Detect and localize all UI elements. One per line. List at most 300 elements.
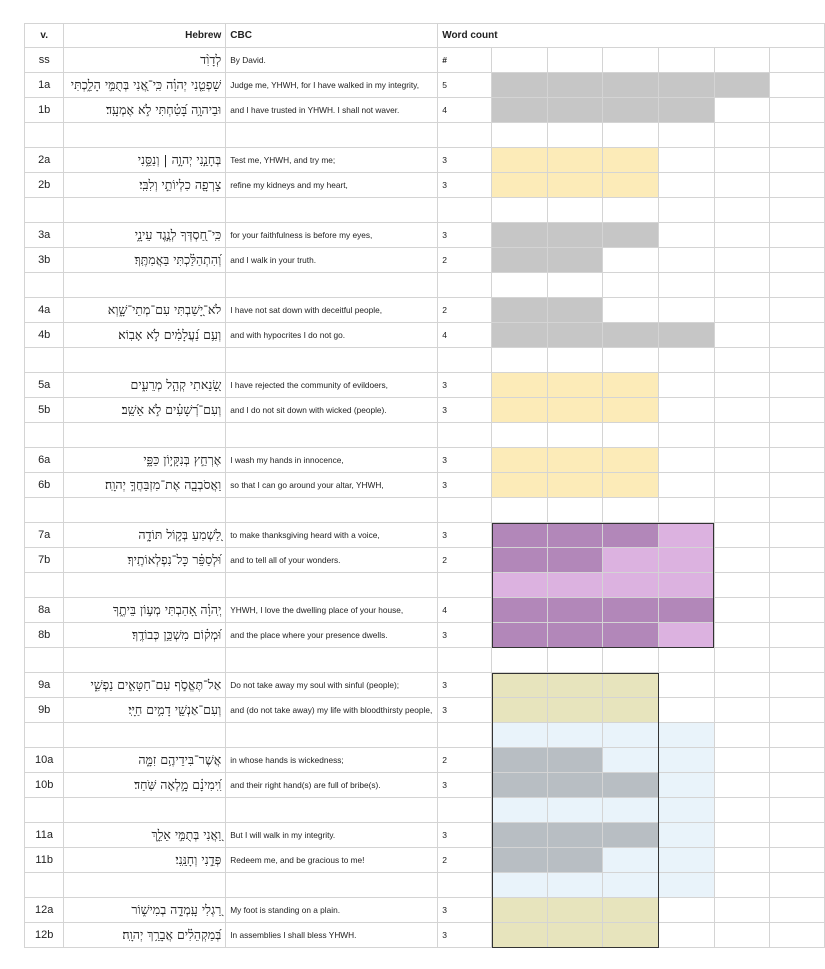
word-count-cell — [547, 398, 603, 423]
word-count-cell — [603, 98, 659, 123]
cbc-translation: to make thanksgiving heard with a voice, — [226, 523, 438, 548]
spacer-cell — [438, 348, 492, 373]
word-count-value: 2 — [438, 748, 492, 773]
word-count-cell — [659, 873, 715, 898]
word-count-cell — [492, 923, 548, 948]
verse-label: 11a — [25, 823, 64, 848]
spacer-cell — [226, 648, 438, 673]
spacer-cell — [438, 723, 492, 748]
word-count-cell — [659, 898, 715, 923]
word-count-cell — [770, 798, 825, 823]
cbc-translation: Redeem me, and be gracious to me! — [226, 848, 438, 873]
verse-label: 4b — [25, 323, 64, 348]
word-count-cell — [714, 648, 770, 673]
cbc-translation: Judge me, YHWH, for I have walked in my integrity, — [226, 73, 438, 98]
word-count-cell — [492, 598, 548, 623]
word-count-cell — [770, 623, 825, 648]
word-count-cell — [659, 198, 715, 223]
word-count-cell — [770, 273, 825, 298]
word-count-cell — [659, 398, 715, 423]
word-count-cell — [770, 648, 825, 673]
spacer-cell — [226, 723, 438, 748]
word-count-cell — [714, 498, 770, 523]
word-count-cell — [714, 223, 770, 248]
word-count-cell — [547, 473, 603, 498]
word-count-cell — [547, 423, 603, 448]
hebrew-text: בְּ֝מַקְהֵלִ֗ים אֲבָרֵ֥ךְ יְהוָֽה׃ — [64, 923, 226, 948]
verse-row — [25, 448, 825, 473]
cbc-translation: for your faithfulness is before my eyes, — [226, 223, 438, 248]
word-count-value: 3 — [438, 773, 492, 798]
word-count-cell — [659, 848, 715, 873]
verse-row — [25, 98, 825, 123]
hebrew-text: וִֽ֝ימִינָ֗ם מָ֣לְאָה שֹּֽׁחַד׃ — [64, 773, 226, 798]
header-cbc: CBC — [226, 24, 438, 48]
word-count-cell — [492, 73, 548, 98]
spacer-cell — [25, 648, 64, 673]
spacer-row — [25, 798, 825, 823]
spacer-row — [25, 573, 825, 598]
verse-row — [25, 323, 825, 348]
word-count-cell — [603, 523, 659, 548]
word-count-cell — [714, 848, 770, 873]
spacer-cell — [25, 498, 64, 523]
spacer-cell — [25, 573, 64, 598]
verse-label: 1b — [25, 98, 64, 123]
word-count-cell — [659, 923, 715, 948]
spacer-cell — [438, 423, 492, 448]
word-count-cell — [603, 648, 659, 673]
word-count-cell — [492, 873, 548, 898]
hebrew-text: רַ֭גְלִי עָֽמְדָ֣ה בְמִישׁ֑וֹר — [64, 898, 226, 923]
word-count-cell — [547, 773, 603, 798]
word-count-cell — [770, 548, 825, 573]
word-count-cell — [714, 523, 770, 548]
word-count-cell — [659, 223, 715, 248]
verse-row — [25, 73, 825, 98]
word-count-cell — [770, 673, 825, 698]
spacer-cell — [64, 123, 226, 148]
verse-label: 3a — [25, 223, 64, 248]
word-count-value: 2 — [438, 298, 492, 323]
word-count-cell — [714, 548, 770, 573]
cbc-translation: refine my kidneys and my heart, — [226, 173, 438, 198]
spacer-cell — [438, 123, 492, 148]
word-count-cell — [603, 248, 659, 273]
spacer-cell — [64, 573, 226, 598]
spacer-cell — [64, 423, 226, 448]
cbc-translation: and (do not take away) my life with bloodthirsty people, — [226, 698, 438, 723]
verse-label: 9b — [25, 698, 64, 723]
word-count-value: 3 — [438, 523, 492, 548]
word-count-value: 4 — [438, 598, 492, 623]
spacer-cell — [226, 123, 438, 148]
verse-label: 12a — [25, 898, 64, 923]
cbc-translation: I have rejected the community of evildoers, — [226, 373, 438, 398]
word-count-cell — [659, 573, 715, 598]
word-count-cell — [547, 98, 603, 123]
word-count-cell — [492, 373, 548, 398]
verse-label: 4a — [25, 298, 64, 323]
verse-row — [25, 248, 825, 273]
word-count-cell — [547, 798, 603, 823]
spacer-cell — [438, 798, 492, 823]
word-count-cell — [659, 323, 715, 348]
cbc-translation: YHWH, I love the dwelling place of your house, — [226, 598, 438, 623]
verse-row — [25, 673, 825, 698]
hebrew-text: וּבַיהוָ֥ה בָּ֝טַ֗חְתִּי לֹ֣א אֶמְעָֽד׃ — [64, 98, 226, 123]
word-count-cell — [659, 123, 715, 148]
spacer-cell — [438, 273, 492, 298]
word-count-cell — [547, 598, 603, 623]
verse-row — [25, 473, 825, 498]
word-count-cell — [659, 523, 715, 548]
word-count-cell — [492, 648, 548, 673]
word-count-cell — [603, 573, 659, 598]
word-count-cell — [547, 698, 603, 723]
cbc-translation: in whose hands is wickedness; — [226, 748, 438, 773]
verse-label: ss — [25, 48, 64, 73]
word-count-cell — [547, 148, 603, 173]
word-count-cell — [547, 748, 603, 773]
word-count-cell — [770, 573, 825, 598]
word-count-cell — [770, 73, 825, 98]
word-count-cell — [770, 373, 825, 398]
verse-label: 9a — [25, 673, 64, 698]
word-count-cell — [603, 748, 659, 773]
word-count-cell — [770, 898, 825, 923]
spacer-row — [25, 648, 825, 673]
word-count-value: 3 — [438, 623, 492, 648]
hebrew-text: וְעִ֥ם נַ֝עֲלָמִ֗ים לֹ֣א אָבֽוֹא׃ — [64, 323, 226, 348]
spacer-cell — [64, 198, 226, 223]
word-count-cell — [603, 448, 659, 473]
word-count-value: 4 — [438, 98, 492, 123]
spacer-cell — [226, 273, 438, 298]
word-count-cell — [770, 398, 825, 423]
word-count-cell — [492, 673, 548, 698]
verse-row — [25, 848, 825, 873]
word-count-cell — [770, 473, 825, 498]
verse-row — [25, 373, 825, 398]
word-count-cell — [547, 48, 603, 73]
word-count-cell — [714, 98, 770, 123]
cbc-translation: and I walk in your truth. — [226, 248, 438, 273]
word-count-cell — [714, 573, 770, 598]
word-count-cell — [547, 248, 603, 273]
header-word-count: Word count — [438, 24, 825, 48]
word-count-cell — [714, 923, 770, 948]
spacer-cell — [438, 198, 492, 223]
verse-label: 8a — [25, 598, 64, 623]
spacer-row — [25, 873, 825, 898]
word-count-value: 2 — [438, 548, 492, 573]
word-count-cell — [659, 798, 715, 823]
word-count-cell — [547, 448, 603, 473]
word-count-cell — [492, 573, 548, 598]
spacer-cell — [25, 123, 64, 148]
word-count-cell — [547, 198, 603, 223]
word-count-cell — [659, 498, 715, 523]
spacer-cell — [226, 498, 438, 523]
cbc-translation: and I have trusted in YHWH. I shall not waver. — [226, 98, 438, 123]
word-count-cell — [714, 148, 770, 173]
spacer-cell — [226, 873, 438, 898]
word-count-cell — [603, 123, 659, 148]
word-count-cell — [603, 173, 659, 198]
word-count-cell — [659, 673, 715, 698]
cbc-translation: But I will walk in my integrity. — [226, 823, 438, 848]
verse-label: 7b — [25, 548, 64, 573]
word-count-cell — [714, 323, 770, 348]
word-count-cell — [770, 923, 825, 948]
hebrew-text: וְ֝הִתְהַלַּ֗כְתִּי בַּאֲמִתֶּֽךָ׃ — [64, 248, 226, 273]
word-count-cell — [659, 723, 715, 748]
word-count-cell — [770, 323, 825, 348]
word-count-cell — [603, 673, 659, 698]
word-count-cell — [603, 848, 659, 873]
spacer-cell — [64, 723, 226, 748]
word-count-cell — [770, 123, 825, 148]
word-count-cell — [770, 48, 825, 73]
word-count-cell — [547, 123, 603, 148]
word-count-cell — [770, 698, 825, 723]
spacer-cell — [25, 348, 64, 373]
word-count-value: 3 — [438, 898, 492, 923]
word-count-value: 3 — [438, 373, 492, 398]
spacer-cell — [64, 648, 226, 673]
cbc-translation: and their right hand(s) are full of bribe(s). — [226, 773, 438, 798]
spacer-row — [25, 273, 825, 298]
word-count-cell — [547, 173, 603, 198]
word-count-cell — [770, 223, 825, 248]
spacer-row — [25, 123, 825, 148]
word-count-cell — [547, 923, 603, 948]
word-count-value: 3 — [438, 923, 492, 948]
word-count-cell — [547, 873, 603, 898]
hebrew-text: שָׂ֭נֵאתִי קְהַ֣ל מְרֵעִ֑ים — [64, 373, 226, 398]
cbc-translation: Do not take away my soul with sinful (people); — [226, 673, 438, 698]
word-count-cell — [714, 248, 770, 273]
word-count-cell — [659, 748, 715, 773]
word-count-value: 3 — [438, 398, 492, 423]
word-count-cell — [603, 723, 659, 748]
word-count-cell — [492, 898, 548, 923]
word-count-cell — [770, 148, 825, 173]
verse-label: 5a — [25, 373, 64, 398]
word-count-cell — [547, 73, 603, 98]
word-count-cell — [714, 348, 770, 373]
hebrew-text: וַאֲסֹבְבָ֖ה אֶת־מִזְבַּחֲךָ֣ יְהוָֽה׃ — [64, 473, 226, 498]
word-count-cell — [603, 73, 659, 98]
word-count-value: 3 — [438, 823, 492, 848]
word-count-cell — [714, 798, 770, 823]
word-count-value: 3 — [438, 173, 492, 198]
word-count-cell — [492, 223, 548, 248]
word-count-cell — [492, 748, 548, 773]
spacer-cell — [25, 723, 64, 748]
verse-row — [25, 748, 825, 773]
header-verse: v. — [25, 24, 64, 48]
word-count-cell — [547, 673, 603, 698]
cbc-translation: and with hypocrites I do not go. — [226, 323, 438, 348]
cbc-translation: and the place where your presence dwells. — [226, 623, 438, 648]
word-count-cell — [492, 498, 548, 523]
verse-label: 6a — [25, 448, 64, 473]
word-count-cell — [659, 598, 715, 623]
word-count-cell — [659, 48, 715, 73]
word-count-cell — [547, 523, 603, 548]
word-count-cell — [659, 348, 715, 373]
verse-row — [25, 298, 825, 323]
hebrew-text: וַ֭אֲנִי בְּתֻמִּ֣י אֵלֵ֑ךְ — [64, 823, 226, 848]
word-count-cell — [603, 398, 659, 423]
word-count-cell — [603, 598, 659, 623]
word-count-value: # — [438, 48, 492, 73]
spacer-cell — [64, 873, 226, 898]
word-count-cell — [603, 873, 659, 898]
word-count-cell — [714, 748, 770, 773]
word-count-cell — [659, 473, 715, 498]
verse-label: 8b — [25, 623, 64, 648]
word-count-cell — [603, 798, 659, 823]
word-count-value: 3 — [438, 223, 492, 248]
word-count-value: 3 — [438, 148, 492, 173]
word-count-cell — [492, 473, 548, 498]
word-count-cell — [770, 98, 825, 123]
word-count-cell — [659, 448, 715, 473]
word-count-cell — [603, 323, 659, 348]
hebrew-text: וּ֝לְסַפֵּ֗ר כָּל־נִפְלְאוֹתֶֽיךָ׃ — [64, 548, 226, 573]
word-count-cell — [547, 823, 603, 848]
hebrew-text: צָרְפָ֖ה כִלְיוֹתַ֣י וְלִבִּֽי׃ — [64, 173, 226, 198]
spacer-cell — [226, 573, 438, 598]
spacer-row — [25, 348, 825, 373]
spacer-cell — [64, 498, 226, 523]
word-count-cell — [770, 423, 825, 448]
word-count-cell — [714, 873, 770, 898]
word-count-cell — [603, 773, 659, 798]
spacer-row — [25, 723, 825, 748]
hebrew-text: וְעִם־רְ֝שָׁעִ֗ים לֹ֣א אֵשֵֽׁב׃ — [64, 398, 226, 423]
word-count-cell — [714, 298, 770, 323]
word-count-cell — [492, 48, 548, 73]
word-count-cell — [659, 248, 715, 273]
hebrew-text: שָׁפְטֵ֤נִי יְהוָ֗ה כִּֽי־אֲ֭נִי בְּתֻמִּ֣י הָלַ֑כְתִּי — [64, 73, 226, 98]
cbc-translation: so that I can go around your altar, YHWH, — [226, 473, 438, 498]
verse-row — [25, 223, 825, 248]
psalm-worksheet — [24, 23, 825, 948]
word-count-cell — [714, 698, 770, 723]
word-count-value: 5 — [438, 73, 492, 98]
spacer-cell — [438, 573, 492, 598]
word-count-cell — [492, 423, 548, 448]
verse-row — [25, 698, 825, 723]
word-count-cell — [770, 248, 825, 273]
hebrew-text: אֲשֶׁר־בִּידֵיהֶ֥ם זִמָּ֑ה — [64, 748, 226, 773]
verse-label: 5b — [25, 398, 64, 423]
word-count-value: 4 — [438, 323, 492, 348]
spacer-cell — [64, 348, 226, 373]
verse-row — [25, 548, 825, 573]
word-count-cell — [492, 698, 548, 723]
spacer-cell — [226, 348, 438, 373]
hebrew-text: לֹא־יָ֭שַׁבְתִּי עִם־מְתֵי־שָׁ֑וְא — [64, 298, 226, 323]
word-count-cell — [547, 723, 603, 748]
word-count-cell — [547, 223, 603, 248]
word-count-cell — [770, 873, 825, 898]
spacer-cell — [226, 798, 438, 823]
word-count-cell — [603, 198, 659, 223]
hebrew-text: כִּֽי־חַ֭סְדְּךָ לְנֶ֣גֶד עֵינָ֑י — [64, 223, 226, 248]
word-count-cell — [603, 623, 659, 648]
hebrew-text: פְּדֵ֣נִי וְחָנֵּֽנִי׃ — [64, 848, 226, 873]
word-count-cell — [770, 723, 825, 748]
cbc-translation: and I do not sit down with wicked (people). — [226, 398, 438, 423]
verse-row — [25, 623, 825, 648]
word-count-cell — [492, 548, 548, 573]
word-count-cell — [770, 523, 825, 548]
word-count-cell — [659, 548, 715, 573]
word-count-cell — [714, 123, 770, 148]
verse-row — [25, 48, 825, 73]
word-count-cell — [714, 598, 770, 623]
hebrew-text: אֶרְחַ֣ץ בְּנִקָּי֣וֹן כַּפָּ֑י — [64, 448, 226, 473]
word-count-cell — [714, 173, 770, 198]
word-count-cell — [659, 423, 715, 448]
word-count-cell — [492, 773, 548, 798]
word-count-cell — [714, 198, 770, 223]
spacer-row — [25, 198, 825, 223]
word-count-cell — [659, 298, 715, 323]
word-count-cell — [547, 348, 603, 373]
verse-label: 1a — [25, 73, 64, 98]
spacer-cell — [64, 273, 226, 298]
word-count-cell — [492, 798, 548, 823]
word-count-cell — [492, 448, 548, 473]
word-count-value: 3 — [438, 673, 492, 698]
word-count-cell — [770, 748, 825, 773]
word-count-cell — [492, 148, 548, 173]
word-count-cell — [603, 498, 659, 523]
word-count-cell — [603, 373, 659, 398]
word-count-cell — [603, 423, 659, 448]
word-count-value: 2 — [438, 248, 492, 273]
spacer-cell — [64, 798, 226, 823]
verse-row — [25, 173, 825, 198]
word-count-cell — [770, 823, 825, 848]
spacer-cell — [25, 423, 64, 448]
spacer-cell — [25, 798, 64, 823]
word-count-cell — [603, 898, 659, 923]
word-count-cell — [714, 773, 770, 798]
word-count-cell — [714, 273, 770, 298]
verse-label: 10a — [25, 748, 64, 773]
word-count-cell — [714, 623, 770, 648]
word-count-cell — [714, 48, 770, 73]
hebrew-text: וּ֝מְק֗וֹם מִשְׁכַּ֥ן כְּבוֹדֶֽךָ׃ — [64, 623, 226, 648]
word-count-cell — [770, 773, 825, 798]
word-count-cell — [659, 648, 715, 673]
spacer-cell — [25, 873, 64, 898]
word-count-cell — [603, 148, 659, 173]
verse-row — [25, 898, 825, 923]
spacer-row — [25, 423, 825, 448]
word-count-cell — [492, 98, 548, 123]
word-count-cell — [547, 898, 603, 923]
word-count-value: 3 — [438, 473, 492, 498]
word-count-cell — [714, 448, 770, 473]
